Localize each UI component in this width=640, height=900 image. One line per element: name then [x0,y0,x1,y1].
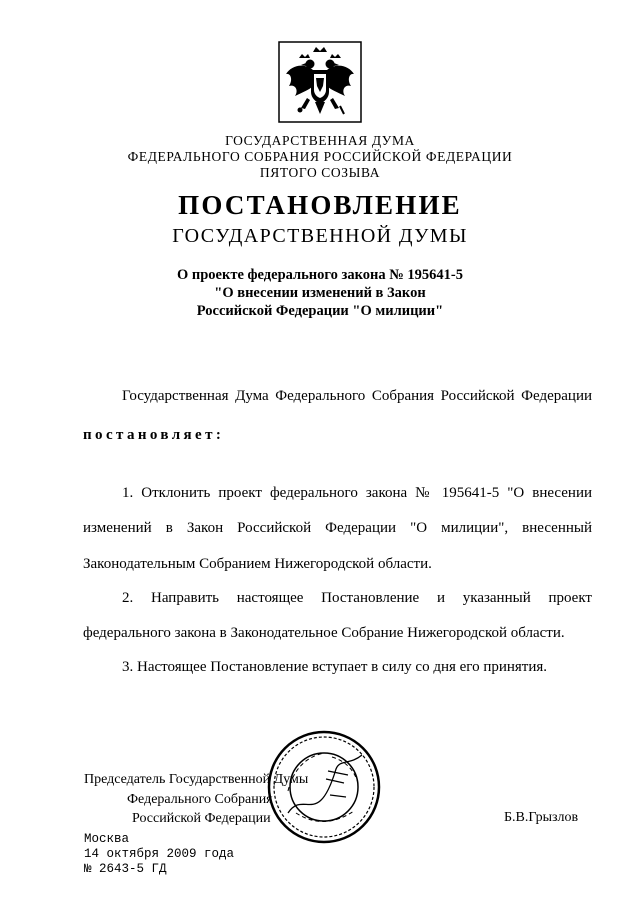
item2-line2: федерального закона в Законодательное Собрание Нижегородской области. [83,625,565,641]
city: Москва [84,832,130,846]
russian-coat-of-arms-icon [277,40,363,124]
intro-paragraph: Государственная Дума Федерального Собрания Российской Федерации [122,388,592,404]
item1-line3: Законодательным Собранием Нижегородской области. [83,556,432,572]
item2-line1: 2. Направить настоящее Постановление и указанный проект [122,590,592,606]
document-title: ПОСТАНОВЛЕНИЕ [178,190,462,220]
item1-line2: изменений в Закон Российской Федерации "О милиции", внесенный [83,520,592,536]
document-date: 14 октября 2009 года [84,847,235,861]
subject-line1: О проекте федерального закона № 195641-5 [176,267,464,283]
signatory-position-line1: Председатель Государственной Думы [84,772,309,787]
document-subtitle: ГОСУДАРСТВЕННОЙ ДУМЫ [172,225,468,247]
document-number: № 2643-5 ГД [84,862,167,876]
item1-line1: 1. Отклонить проект федерального закона № 195641-5 "О внесении [122,485,592,501]
coat-of-arms-emblem [277,40,363,124]
item3-line1: 3. Настоящее Постановление вступает в силу со дня его принятия. [122,659,548,675]
signatory-position-line2: Федерального Собрания [127,792,273,807]
signatory-position-line3: Российской Федерации [132,811,271,826]
resolves-keyword: постановляет: [83,427,225,443]
subject-line2: "О внесении изменений в Закон [214,285,426,301]
subject-line3: Российской Федерации "О милиции" [196,303,444,319]
org-name-line2: ФЕДЕРАЛЬНОГО СОБРАНИЯ РОССИЙСКОЙ ФЕДЕРАЦИИ [127,149,513,164]
convocation-line: ПЯТОГО СОЗЫВА [259,165,381,180]
signatory-name: Б.В.Грызлов [504,810,579,825]
org-name-line1: ГОСУДАРСТВЕННАЯ ДУМА [225,133,415,148]
